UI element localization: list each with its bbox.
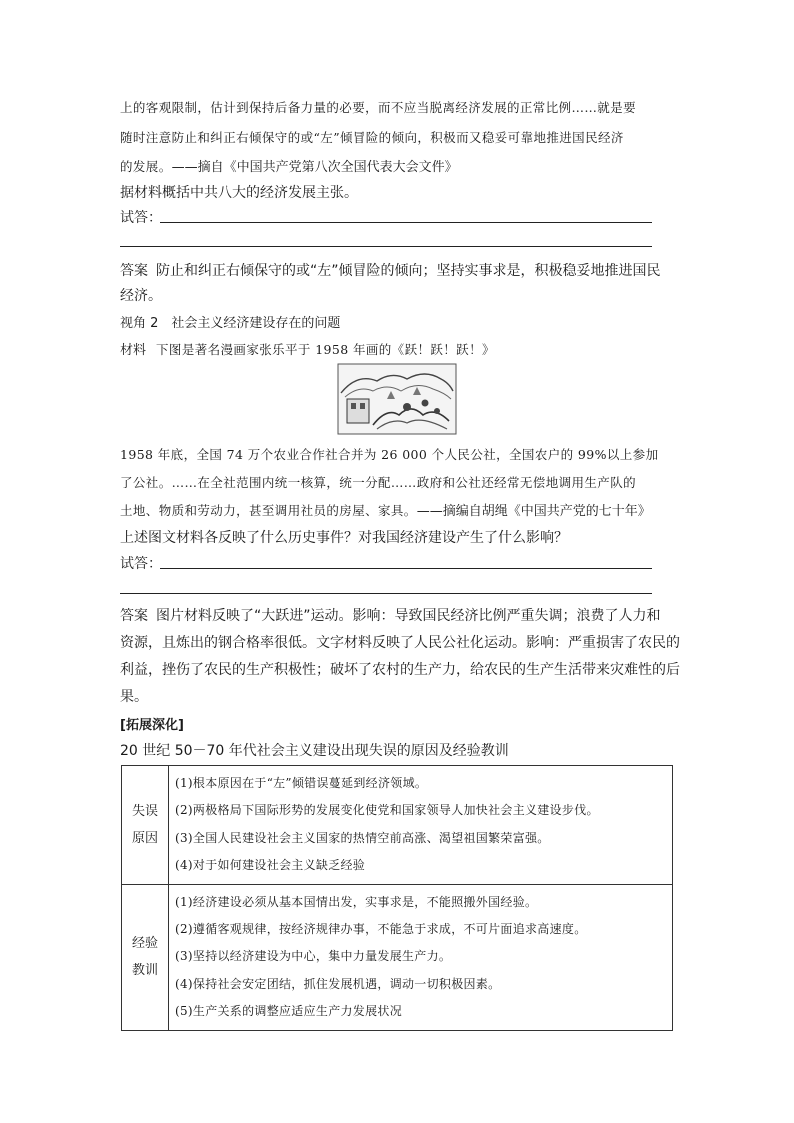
question-2: 上述图文材料各反映了什么历史事件？对我国经济建设产生了什么影响？ [120, 530, 568, 546]
material-2-line-2: 了公社。……在全社范围内统一核算，统一分配……政府和公社还经常无偿地调用生产队的 [120, 475, 637, 490]
answer-blank-2[interactable] [160, 568, 652, 569]
answer-1-line-2: 经济。 [120, 288, 162, 304]
list-item: (3)坚持以经济建设为中心，集中力量发展生产力。 [175, 949, 452, 964]
material-2-line-3-text: 土地、物质和劳动力，甚至调用社员的房屋、家具。 [120, 503, 417, 518]
answer-2-text-1: 图片材料反映了“大跃进”运动。影响：导致国民经济比例严重失调；浪费了人力和 [156, 608, 661, 624]
material-label: 材料 [120, 343, 147, 358]
answer-1-text-1: 防止和纠正右倾保守的或“左”倾冒险的倾向；坚持实事求是，积极稳妥地推进国民 [156, 263, 661, 279]
question-1: 据材料概括中共八大的经济发展主张。 [120, 185, 358, 201]
list-item: (1)根本原因在于“左”倾错误蔓延到经济领域。 [175, 776, 428, 790]
extension-heading: [拓展深化] [120, 718, 184, 733]
answer-label-2: 答案 [120, 608, 148, 624]
material1-source: ——摘自《中国共产党第八次全国代表大会文件》 [171, 160, 458, 175]
list-item: (2)遵循客观规律，按经济规律办事，不能急于求成，不可片面追求高速度。 [175, 922, 587, 937]
items-cell [169, 884, 673, 1030]
list-item: (5)生产关系的调整应适应生产力发展状况 [175, 1004, 402, 1019]
table-row [122, 884, 673, 1030]
material-2-line-3 [120, 500, 651, 519]
answer-2-line-4: 果。 [120, 689, 148, 705]
extension-table [121, 765, 673, 1031]
material-2-source: ——摘编自胡绳《中国共产党的七十年》 [416, 504, 651, 519]
cartoon-illustration-icon [337, 363, 457, 435]
list-item: (1)经济建设必须从基本国情出发，实事求是，不能照搬外国经验。 [175, 894, 538, 909]
list-item: (4)对于如何建设社会主义缺乏经验 [175, 858, 366, 873]
items-cell [169, 766, 673, 885]
perspective-2-heading: 视角 2 社会主义经济建设存在的问题 [120, 316, 341, 331]
answer-label: 答案 [120, 263, 148, 279]
category-line: 经验 [131, 936, 158, 952]
material1-line-2: 随时注意防止和纠正右倾保守的或“左”倾冒险的倾向，积极而又稳妥可靠地推进国民经济 [120, 130, 624, 145]
list-item: (2)两极格局下国际形势的发展变化使党和国家领导人加快社会主义建设步伐。 [175, 803, 599, 818]
answer-blank-1[interactable] [160, 222, 652, 223]
list-item: (4)保持社会安定团结，抓住发展机遇，调动一切积极因素。 [175, 976, 501, 991]
try-answer-label-2: 试答： [120, 556, 162, 572]
answer-blank-2b[interactable] [120, 593, 652, 594]
category-line: 教训 [131, 963, 158, 979]
answer-blank-1b[interactable] [120, 246, 652, 247]
material1-line-3-text: 的发展。 [120, 159, 172, 174]
material1-line-3 [120, 156, 458, 175]
table-row [122, 766, 673, 885]
answer-1-line-1 [120, 260, 661, 280]
material-2-line-1: 1958 年底，全国 74 万个农业合作社合并为 26 000 个人民公社，全国农户的 99%以上参加 [120, 447, 659, 462]
material-2-intro-line [120, 339, 495, 358]
category-line: 失误 [131, 803, 158, 819]
category-cell [122, 884, 169, 1030]
material1-line-1: 上的客观限制，估计到保持后备力量的必要，而不应当脱离经济发展的正常比例……就是要 [120, 100, 637, 115]
answer-2-line-1 [120, 605, 661, 625]
material-2-intro: 下图是著名漫画家张乐平于 1958 年画的《跃！跃！跃！》 [156, 342, 495, 357]
answer-2-line-3: 利益，挫伤了农民的生产积极性；破坏了农村的生产力，给农民的生产生活带来灾难性的后 [120, 662, 680, 678]
answer-2-line-2: 资源，且炼出的钢合格率很低。文字材料反映了人民公社化运动。影响：严重损害了农民的 [120, 635, 680, 651]
list-item: (3)全国人民建设社会主义国家的热情空前高涨、渴望祖国繁荣富强。 [175, 830, 550, 845]
category-line: 原因 [131, 830, 158, 846]
extension-title: 20 世纪 50－70 年代社会主义建设出现失误的原因及经验教训 [120, 743, 509, 759]
try-answer-label-1: 试答： [120, 210, 162, 226]
category-cell [122, 766, 169, 885]
